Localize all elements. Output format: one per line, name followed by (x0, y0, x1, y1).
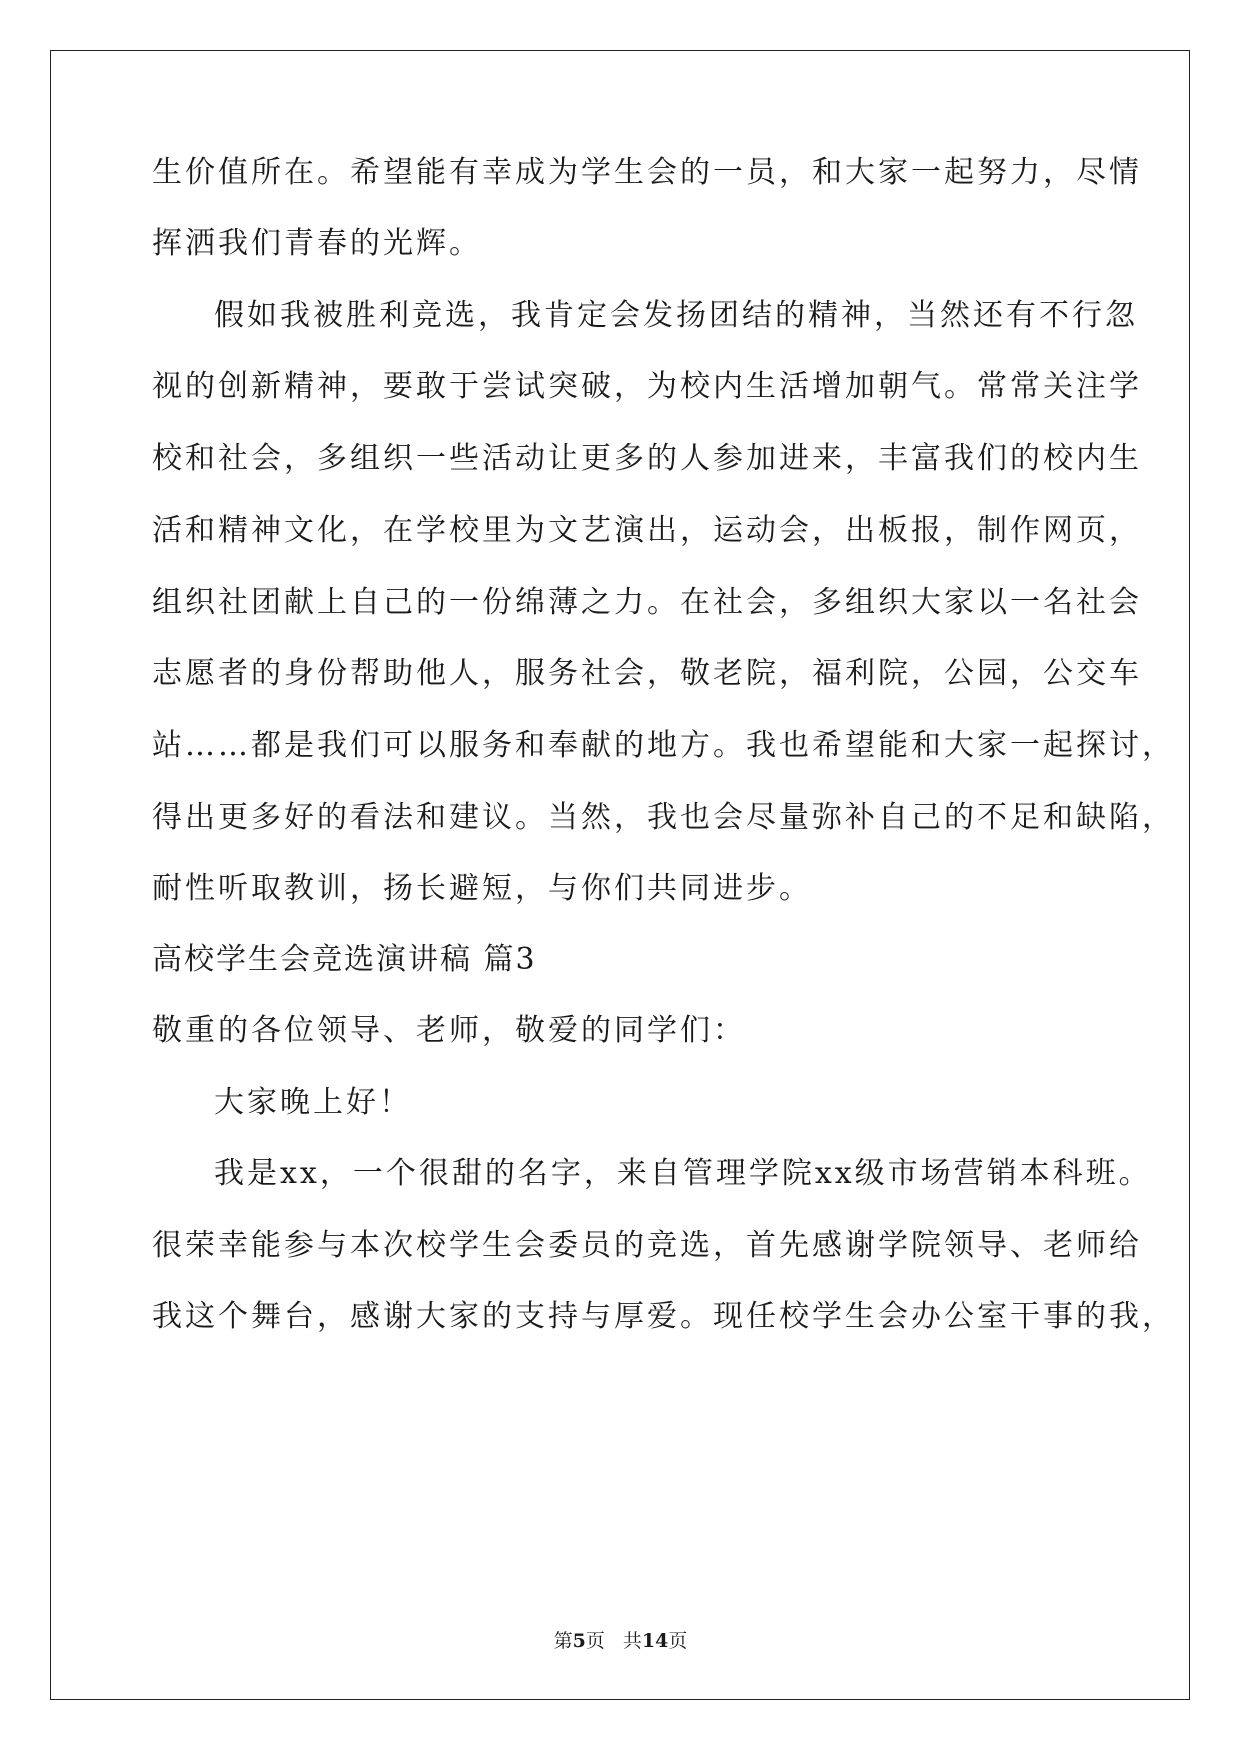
body-line: 视的创新精神，要敢于尝试突破，为校内生活增加朝气。常常关注学 (152, 369, 1142, 404)
body-line: 生价值所在。希望能有幸成为学生会的一员，和大家一起努力，尽情 (152, 155, 1142, 190)
total-suffix: 页 (668, 1630, 688, 1652)
total-prefix: 共 (622, 1630, 642, 1652)
body-line: 组织社团献上自己的一份绵薄之力。在社会，多组织大家以一名社会 (152, 585, 1142, 620)
body-line: 志愿者的身份帮助他人，服务社会，敬老院，福利院，公园，公交车 (152, 656, 1142, 691)
body-line: 得出更多好的看法和建议。当然，我也会尽量弥补自己的不足和缺陷， (152, 800, 1175, 835)
page-number: 5 (572, 1630, 586, 1652)
section-heading: 高校学生会竞选演讲稿 篇3 (152, 942, 537, 977)
body-line: 校和社会，多组织一些活动让更多的人参加进来，丰富我们的校内生 (152, 441, 1142, 476)
body-line: 我这个舞台，感谢大家的支持与厚爱。现任校学生会办公室干事的我， (152, 1299, 1175, 1334)
body-line: 活和精神文化，在学校里为文艺演出，运动会，出板报，制作网页， (152, 513, 1142, 548)
body-line: 我是xx，一个很甜的名字，来自管理学院xx级市场营销本科班。 (214, 1156, 1152, 1191)
total-pages: 14 (641, 1630, 669, 1652)
body-line: 站……都是我们可以服务和奉献的地方。我也希望能和大家一起探讨， (152, 728, 1175, 763)
salutation: 敬重的各位领导、老师，敬爱的同学们： (152, 1013, 746, 1048)
greeting: 大家晚上好！ (214, 1085, 412, 1120)
body-line: 很荣幸能参与本次校学生会委员的竞选，首先感谢学院领导、老师给 (152, 1228, 1142, 1263)
page-footer (0, 1630, 1241, 1652)
body-line: 挥洒我们青春的光辉。 (152, 226, 482, 261)
page-prefix: 第 (553, 1630, 573, 1652)
page-suffix: 页 (585, 1630, 605, 1652)
body-line: 假如我被胜利竞选，我肯定会发扬团结的精神，当然还有不行忽 (214, 298, 1138, 333)
body-line: 耐性听取教训，扬长避短，与你们共同进步。 (152, 871, 812, 906)
